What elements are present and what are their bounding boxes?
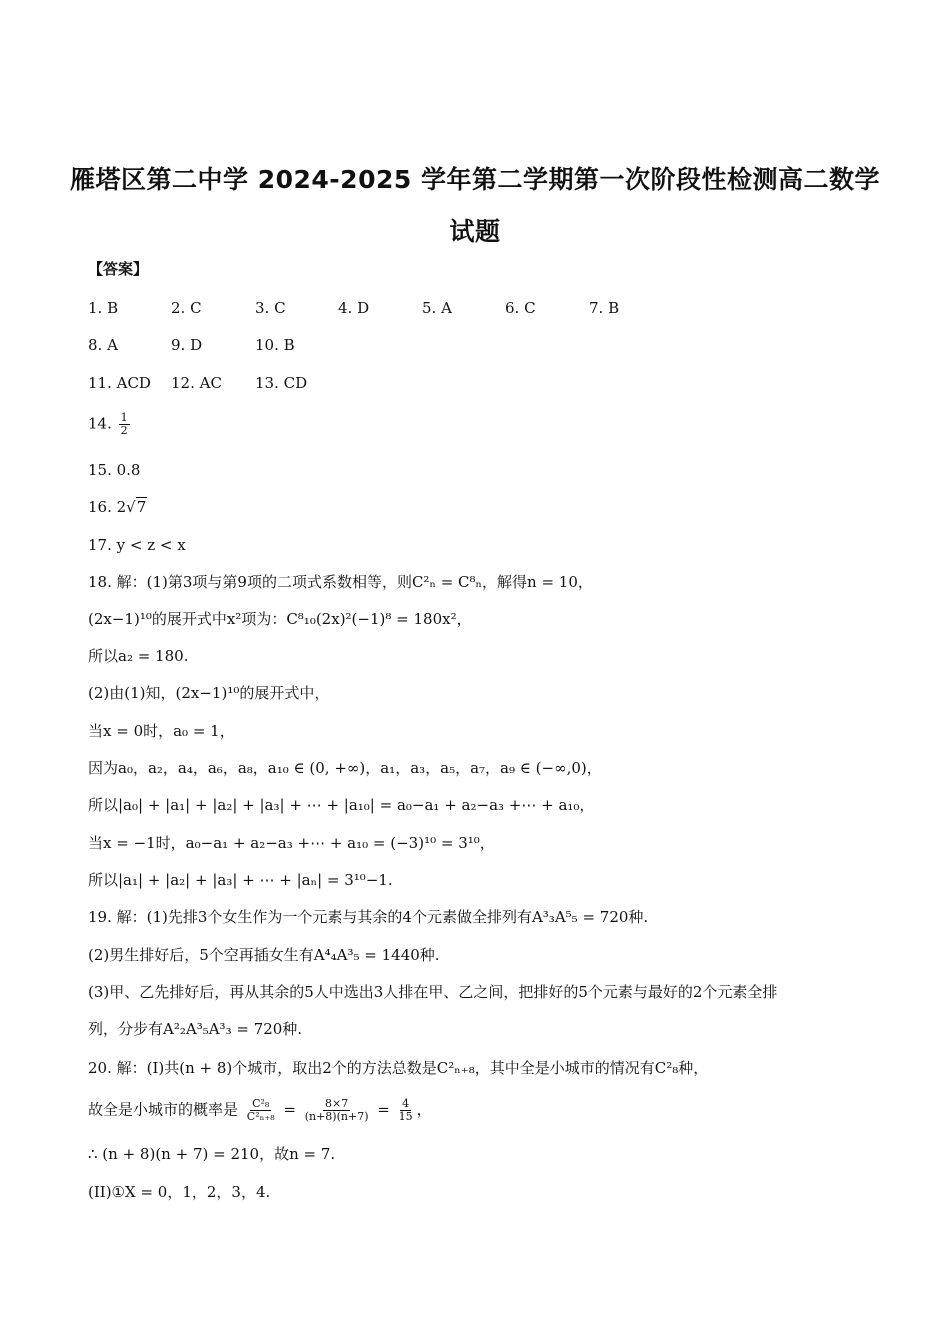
answer-14-label: 14. [88,414,112,433]
answer-header: 【答案】 [88,260,149,278]
q18-line-1: 18. 解：(1)第3项与第9项的二项式系数相等，则C²ₙ = C⁸ₙ，解得n = 10， [88,573,593,591]
q18-line-7: 所以|a₀| + |a₁| + |a₂| + |a₃| + ⋯ + |a₁₀| = a₀−a₁ + a₂−a₃ +⋯ + a₁₀， [88,796,595,814]
answer-item: 1. B [88,299,119,317]
answer-14 [88,412,878,437]
answer-14-fraction [119,412,130,437]
fraction-numerator: 1 [120,411,128,424]
answer-item: 12. AC [171,374,222,392]
q19-line-2: (2)男生排好后，5个空再插女生有A⁴₄A³₅ = 1440种. [88,946,440,964]
answer-item: 10. B [255,336,295,354]
answer-item: 8. A [88,336,118,354]
q20-line-3: ∴ (n + 8)(n + 7) = 210，故n = 7. [88,1145,336,1163]
q18-line-3: 所以a₂ = 180. [88,647,189,665]
fraction-denominator: C²ₙ₊₈ [246,1110,275,1123]
result-fraction [397,1098,415,1123]
q20-line-2-prefix: 故全是小城市的概率是 [88,1100,239,1119]
answer-item: 7. B [589,299,620,317]
equals-sign: = [372,1100,395,1119]
answer-item: 11. ACD [88,374,151,392]
fraction-denominator: 2 [120,424,128,437]
sqrt-radicand: 7 [136,498,147,516]
document-title-line2: 试题 [449,217,501,246]
q18-line-5: 当x = 0时，a₀ = 1， [88,722,235,740]
answer-item: 2. C [171,299,202,317]
answer-15: 15. 0.8 [88,461,141,479]
answer-item: 4. D [338,299,370,317]
fraction-denominator: 15 [398,1110,413,1123]
q20-line-2-suffix: ， [416,1100,432,1119]
document-title-line1: 雁塔区第二中学 2024-2025 学年第二学期第一次阶段性检测高二数学 [70,165,880,194]
answer-item: 6. C [505,299,536,317]
answer-item: 9. D [171,336,203,354]
q19-line-4: 列，分步有A²₂A³₅A³₃ = 720种. [88,1020,303,1038]
fraction-denominator: (n+8)(n+7) [304,1110,369,1123]
fraction-numerator: 4 [402,1097,410,1110]
answer-item: 5. A [422,299,452,317]
q18-line-8: 当x = −1时，a₀−a₁ + a₂−a₃ +⋯ + a₁₀ = (−3)¹⁰ = 3¹⁰， [88,834,495,852]
q19-line-3: (3)甲、乙先排好后，再从其余的5人中选出3人排在甲、乙之间，把排好的5个元素与最好的2个元素全排 [88,983,778,1001]
q18-line-4: (2)由(1)知，(2x−1)¹⁰的展开式中， [88,684,330,702]
probability-fraction [245,1098,277,1123]
q18-line-6: 因为a₀，a₂，a₄，a₆，a₈，a₁₀ ∈ (0, +∞)，a₁，a₃，a₅，a₇，a₉ ∈ (−∞,0)， [88,759,602,777]
fraction-numerator: C²₈ [252,1097,270,1110]
answer-16-label: 16. 2 [88,498,127,516]
q20-line-1: 20. 解：(I)共(n + 8)个城市，取出2个的方法总数是C²ₙ₊₈，其中全是小城市的情况有C²₈种， [88,1059,709,1077]
answer-item: 3. C [255,299,286,317]
answer-17: 17. y < z < x [88,536,186,554]
equals-sign: = [278,1100,301,1119]
q20-line-2 [88,1098,878,1123]
fraction-numerator: 8×7 [324,1097,349,1110]
q18-line-2: (2x−1)¹⁰的展开式中x²项为：C⁸₁₀(2x)²(−1)⁸ = 180x²， [88,610,472,628]
expanded-fraction [303,1098,371,1123]
q20-line-4: (II)①X = 0，1，2，3，4. [88,1183,271,1201]
q19-line-1: 19. 解：(1)先排3个女生作为一个元素与其余的4个元素做全排列有A³₃A⁵₅ = 720种. [88,908,649,926]
answer-16 [88,496,878,518]
q18-line-9: 所以|a₁| + |a₂| + |a₃| + ⋯ + |aₙ| = 3¹⁰−1. [88,871,393,889]
answer-item: 13. CD [255,374,308,392]
sqrt-symbol: √7 [126,498,147,516]
